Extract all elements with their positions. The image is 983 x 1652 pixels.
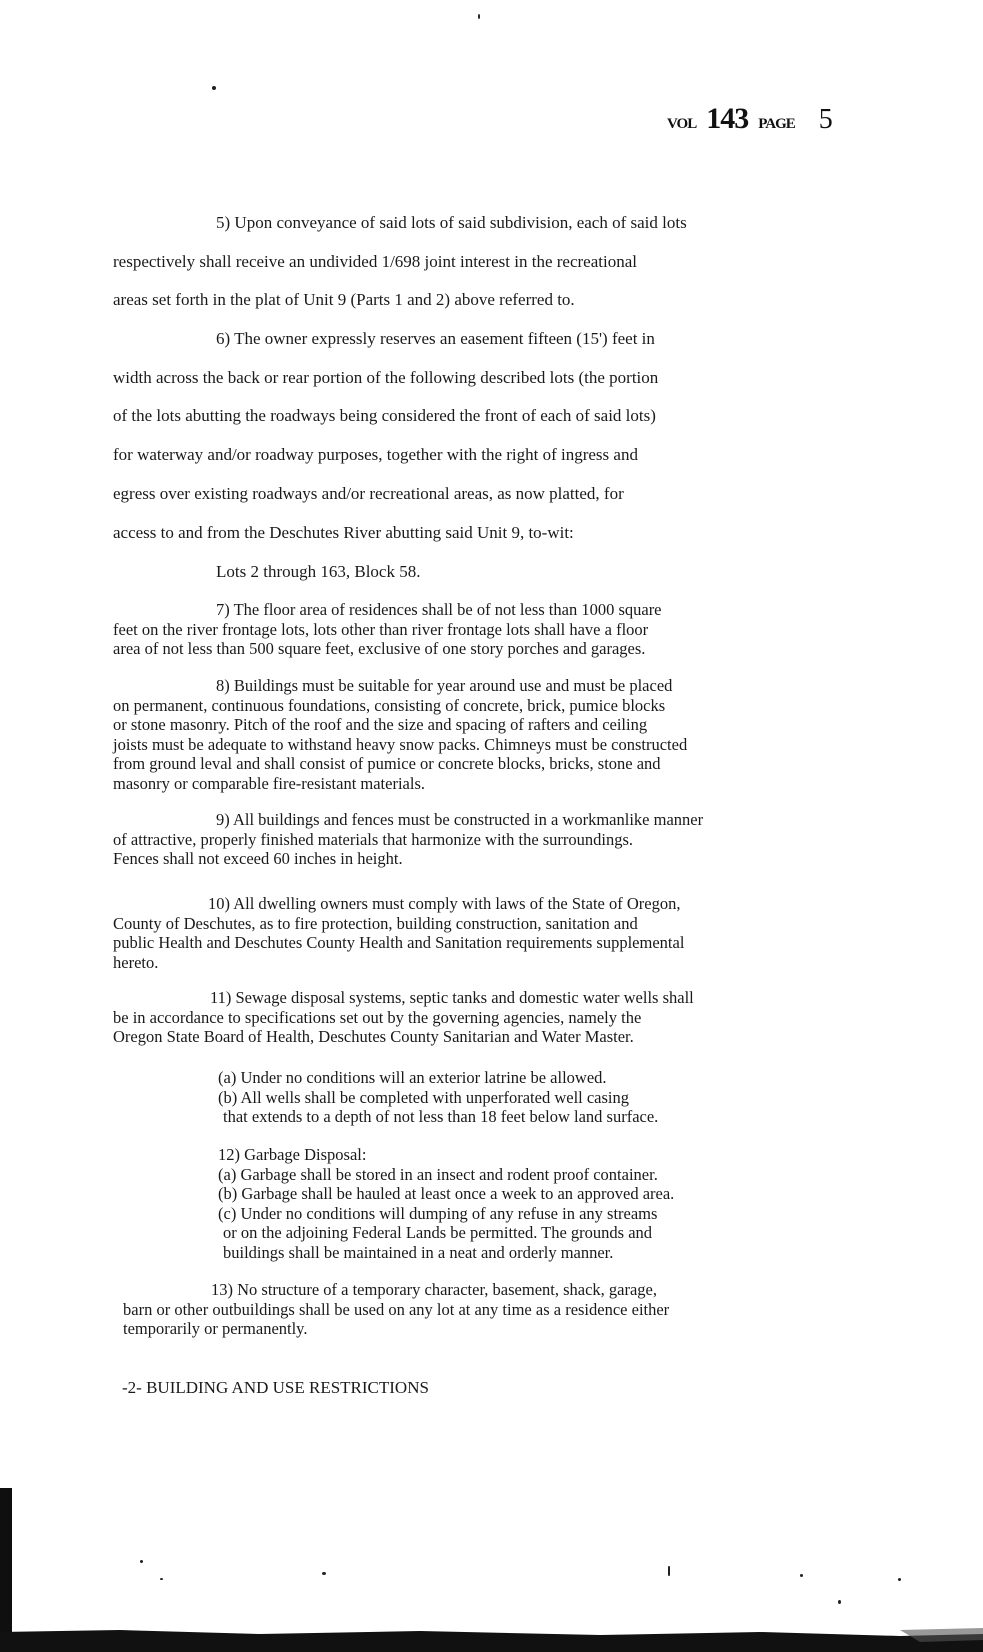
section-line: of attractive, properly finished materials that harmonize with the surroundings.: [113, 829, 634, 849]
section-line: from ground leval and shall consist of pumice or concrete blocks, bricks, stone and: [113, 754, 661, 773]
scan-speck: [898, 1578, 901, 1581]
section-9: [113, 810, 943, 869]
section-line: masonry or comparable fire-resistant materials.: [113, 773, 426, 793]
section-line: area of not less than 500 square feet, exclusive of one story porches and garages.: [113, 639, 646, 658]
section-line: egress over existing roadways and/or recreational areas, as now platted, for: [113, 483, 624, 503]
section-line: County of Deschutes, as to fire protection, building construction, sanitation and: [113, 913, 638, 933]
list-item: (c) Under no conditions will dumping of any refuse in any streams: [218, 1203, 658, 1223]
section-line: public Health and Deschutes County Health and Sanitation requirements supplemental: [113, 933, 685, 952]
scan-speck: [322, 1572, 326, 1575]
page-number: 5: [818, 104, 833, 135]
section-13: [123, 1280, 953, 1339]
list-item: (b) Garbage shall be hauled at least once a week to an approved area.: [218, 1184, 675, 1203]
section-6: [113, 320, 903, 552]
section-12: [113, 1145, 943, 1262]
section-10: [113, 894, 943, 972]
section-line: Fences shall not exceed 60 inches in height.: [113, 849, 403, 868]
list-item: or on the adjoining Federal Lands be permitted. The grounds and: [223, 1223, 653, 1242]
page-label: PAGE: [758, 116, 795, 132]
scan-speck: [140, 1560, 143, 1563]
section-7: [113, 600, 943, 659]
section-line: 6) The owner expressly reserves an easement fifteen (15') feet in: [216, 329, 655, 348]
section-line: areas set forth in the plat of Unit 9 (Parts 1 and 2) above referred to.: [113, 290, 575, 310]
scan-edge-bottom: [0, 1626, 983, 1652]
section-line: width across the back or rear portion of the following described lots (the portion: [113, 367, 659, 387]
vol-label: VOL: [667, 116, 697, 132]
section-8: [113, 676, 943, 793]
section-line: joists must be adequate to withstand heavy snow packs. Chimneys must be constructed: [113, 734, 688, 754]
section-line: 7) The floor area of residences shall be of not less than 1000 square: [216, 600, 662, 619]
section-line: 5) Upon conveyance of said lots of said subdivision, each of said lots: [216, 213, 687, 232]
section-line: 10) All dwelling owners must comply with laws of the State of Oregon,: [208, 894, 681, 913]
section-11: [113, 988, 943, 1047]
page-footer: -2- BUILDING AND USE RESTRICTIONS: [122, 1378, 429, 1397]
scan-speck: [838, 1600, 841, 1604]
section-line: feet on the river frontage lots, lots other than river frontage lots shall have a floor: [113, 619, 649, 639]
section-line: respectively shall receive an undivided 1/698 joint interest in the recreational: [113, 251, 637, 271]
section-line: hereto.: [113, 952, 159, 972]
scan-speck: [800, 1574, 803, 1577]
section-line: 9) All buildings and fences must be constructed in a workmanlike manner: [216, 810, 704, 829]
list-item: (a) Garbage shall be stored in an insect and rodent proof container.: [218, 1164, 658, 1184]
section-line: on permanent, continuous foundations, consisting of concrete, brick, pumice blocks: [113, 695, 666, 715]
section-line: barn or other outbuildings shall be used on any lot at any time as a residence either: [123, 1299, 670, 1319]
volume-page-stamp: [667, 102, 833, 136]
section-line: or stone masonry. Pitch of the roof and the size and spacing of rafters and ceiling: [113, 715, 648, 734]
scan-speck: [212, 86, 216, 90]
section-line: of the lots abutting the roadways being considered the front of each of said lots): [113, 406, 656, 426]
section-line: 8) Buildings must be suitable for year around use and must be placed: [216, 676, 673, 695]
volume-number: 143: [706, 102, 749, 135]
section-11-items: [113, 1068, 943, 1127]
section-line: access to and from the Deschutes River abutting said Unit 9, to-wit:: [113, 522, 574, 542]
list-item: that extends to a depth of not less than 18 feet below land surface.: [223, 1107, 659, 1126]
scan-speck: [478, 14, 480, 19]
section-line: Oregon State Board of Health, Deschutes County Sanitarian and Water Master.: [113, 1027, 634, 1046]
section-line: 11) Sewage disposal systems, septic tanks and domestic water wells shall: [210, 988, 694, 1007]
section-5: [113, 204, 903, 320]
section-line: be in accordance to specifications set out by the governing agencies, namely the: [113, 1007, 642, 1027]
list-item: buildings shall be maintained in a neat and orderly manner.: [223, 1242, 614, 1262]
lots-description: Lots 2 through 163, Block 58.: [216, 562, 421, 581]
scan-speck: [160, 1578, 163, 1580]
section-line: 13) No structure of a temporary character, basement, shack, garage,: [211, 1280, 658, 1299]
list-item: (b) All wells shall be completed with unperforated well casing: [218, 1087, 630, 1107]
scan-speck: [668, 1566, 670, 1576]
section-line: 12) Garbage Disposal:: [218, 1145, 367, 1164]
section-line: for waterway and/or roadway purposes, together with the right of ingress and: [113, 445, 638, 465]
list-item: (a) Under no conditions will an exterior latrine be allowed.: [218, 1068, 607, 1087]
section-line: temporarily or permanently.: [123, 1319, 308, 1338]
